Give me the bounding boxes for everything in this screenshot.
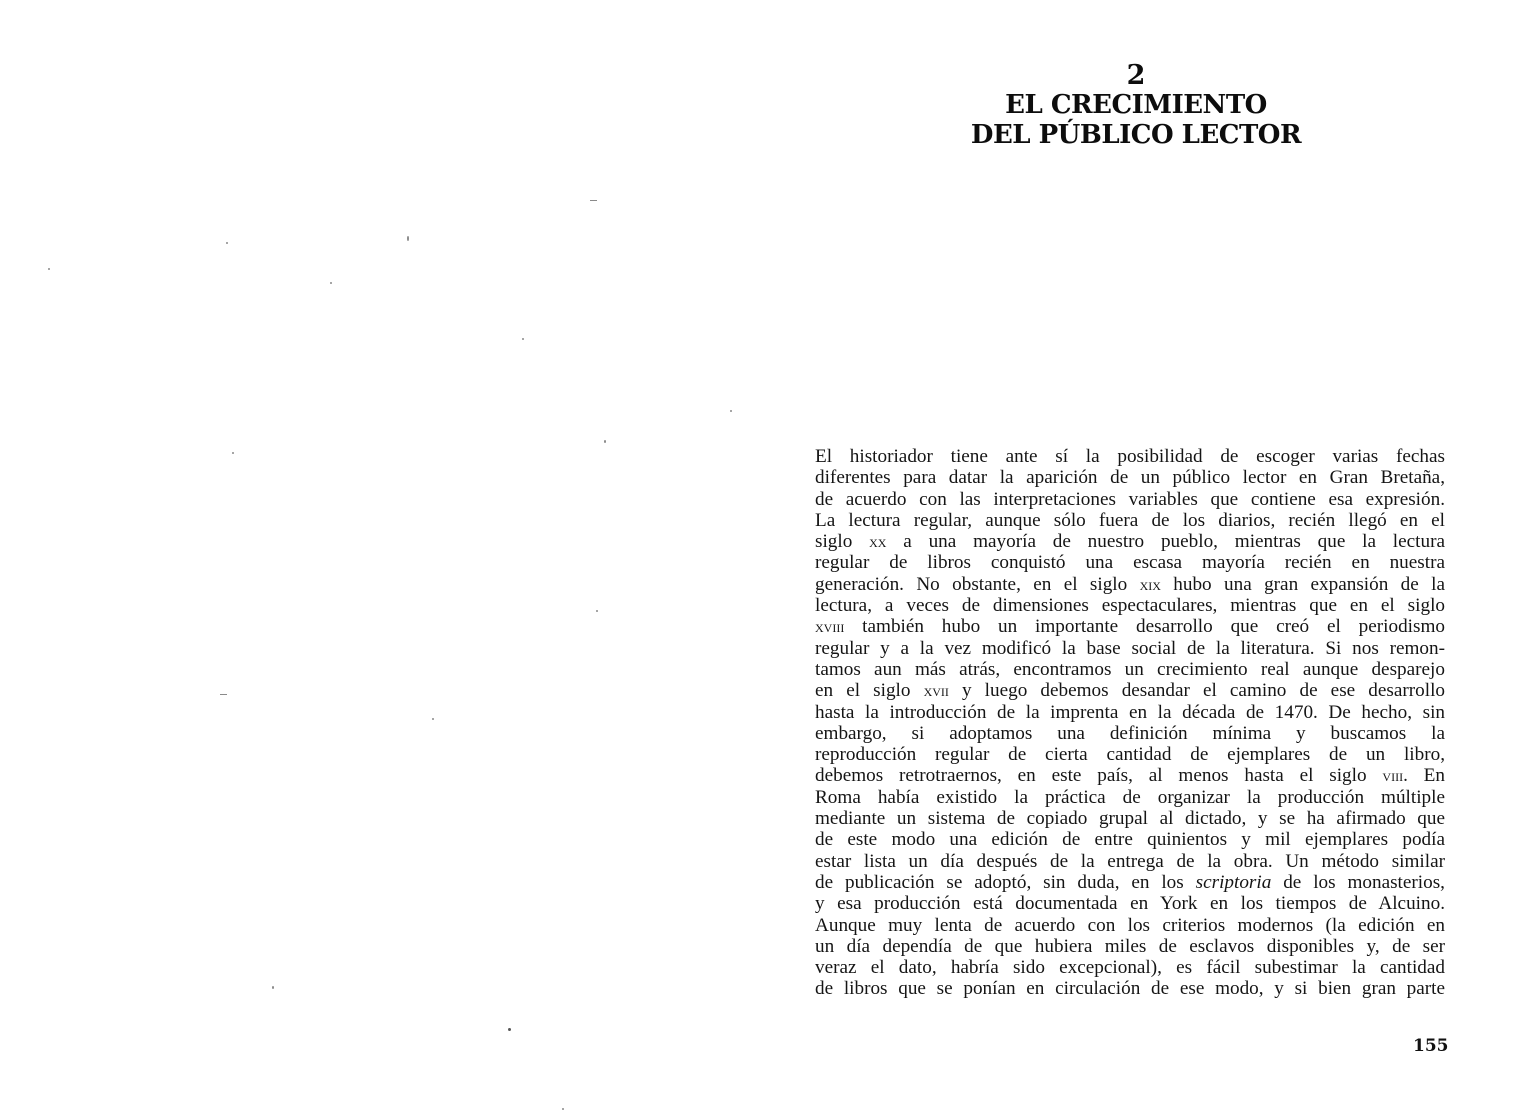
text-line: un día dependía de que hubiera miles de esclavos disponibles y, de ser: [815, 935, 1445, 957]
text-line: regular y a la vez modificó la base social de la literatura. Si nos remon-: [815, 637, 1445, 659]
chapter-heading: [951, 62, 1321, 150]
page-number: 155: [1413, 1036, 1449, 1056]
text-line: de libros que se ponían en circulación de ese modo, y si bien gran parte: [815, 978, 1445, 1000]
chapter-title-line-2: DEL PÚBLICO LECTOR: [970, 120, 1302, 150]
text-run: hubo una gran expansión de la: [1160, 573, 1445, 595]
text-line: [815, 531, 1445, 552]
text-line: [815, 574, 1445, 595]
text-line: embargo, si adoptamos una definición mínima y buscamos la: [815, 722, 1445, 744]
century-numeral: viii: [1382, 765, 1404, 786]
scan-speck: [220, 694, 227, 695]
scan-speck: [508, 1028, 511, 1031]
text-line: La lectura regular, aunque sólo fuera de los diarios, recién llegó en el: [815, 509, 1445, 531]
scan-speck: [330, 282, 332, 284]
text-run: de publicación se adoptó, sin duda, en los: [815, 871, 1196, 893]
chapter-title-line-1: EL CRECIMIENTO: [1005, 90, 1267, 120]
right-page: [761, 0, 1522, 1113]
scan-speck: [48, 268, 50, 270]
text-line: mediante un sistema de copiado grupal al dictado, y se ha afirmado que: [815, 808, 1445, 830]
text-line: [815, 616, 1445, 637]
scan-speck: [522, 338, 524, 340]
text-line: regular de libros conquistó una escasa mayoría recién en nuestra: [815, 552, 1445, 574]
scan-speck: [596, 610, 598, 612]
text-line: diferentes para datar la aparición de un público lector en Gran Bretaña,: [815, 467, 1445, 489]
text-run: en el siglo: [815, 680, 924, 702]
century-numeral: xvii: [923, 680, 949, 701]
body-paragraph: [815, 446, 1445, 1000]
scan-speck: [432, 718, 434, 720]
text-line: hasta la introducción de la imprenta en la década de 1470. De hecho, sin: [815, 701, 1445, 723]
italic-term: scriptoria: [1195, 871, 1272, 893]
century-numeral: xix: [1139, 573, 1161, 594]
scan-speck: [604, 440, 606, 443]
text-line: de este modo una edición de entre quinientos y mil ejemplares podía: [815, 829, 1445, 851]
text-run: y luego debemos desandar el camino de ese desarrollo: [948, 680, 1445, 702]
century-numeral: xviii: [815, 616, 845, 637]
text-line: reproducción regular de cierta cantidad de ejemplares de un libro,: [815, 744, 1445, 766]
scan-speck: [562, 1108, 564, 1110]
text-run: a una mayoría de nuestro pueblo, mientras que la lectura: [886, 531, 1445, 553]
scan-speck: [272, 986, 274, 989]
scan-speck: [226, 242, 228, 244]
scan-speck: [590, 200, 597, 201]
text-run: debemos retrotraernos, en este país, al menos hasta el siglo: [815, 765, 1383, 787]
text-run: también hubo un importante desarrollo que creó el periodismo: [844, 616, 1445, 638]
century-numeral: xx: [869, 531, 887, 552]
scan-speck: [232, 452, 234, 454]
text-line: y esa producción está documentada en York en los tiempos de Alcuino.: [815, 893, 1445, 915]
text-line: veraz el dato, habría sido excepcional), es fácil subestimar la cantidad: [815, 957, 1445, 979]
text-line: El historiador tiene ante sí la posibilidad de escoger varias fechas: [815, 446, 1445, 467]
text-line: Roma había existido la práctica de organizar la producción múltiple: [815, 786, 1445, 808]
scan-speck: [407, 236, 409, 241]
chapter-number: 2: [1126, 60, 1146, 91]
text-run: de los monasterios,: [1271, 871, 1445, 893]
text-line: [815, 765, 1445, 786]
text-line: de acuerdo con las interpretaciones variables que contiene esa expresión.: [815, 488, 1445, 510]
scan-speck: [730, 410, 732, 412]
text-line: [815, 680, 1445, 701]
text-run: . En: [1403, 765, 1445, 787]
text-line: [815, 872, 1445, 893]
text-line: lectura, a veces de dimensiones espectaculares, mientras que en el siglo: [815, 595, 1445, 617]
text-line: tamos aun más atrás, encontramos un crecimiento real aunque desparejo: [815, 658, 1445, 680]
text-run: siglo: [815, 531, 870, 553]
text-line: estar lista un día después de la entrega de la obra. Un método similar: [815, 850, 1445, 872]
text-run: generación. No obstante, en el siglo: [815, 573, 1140, 595]
text-line: Aunque muy lenta de acuerdo con los criterios modernos (la edición en: [815, 914, 1445, 936]
